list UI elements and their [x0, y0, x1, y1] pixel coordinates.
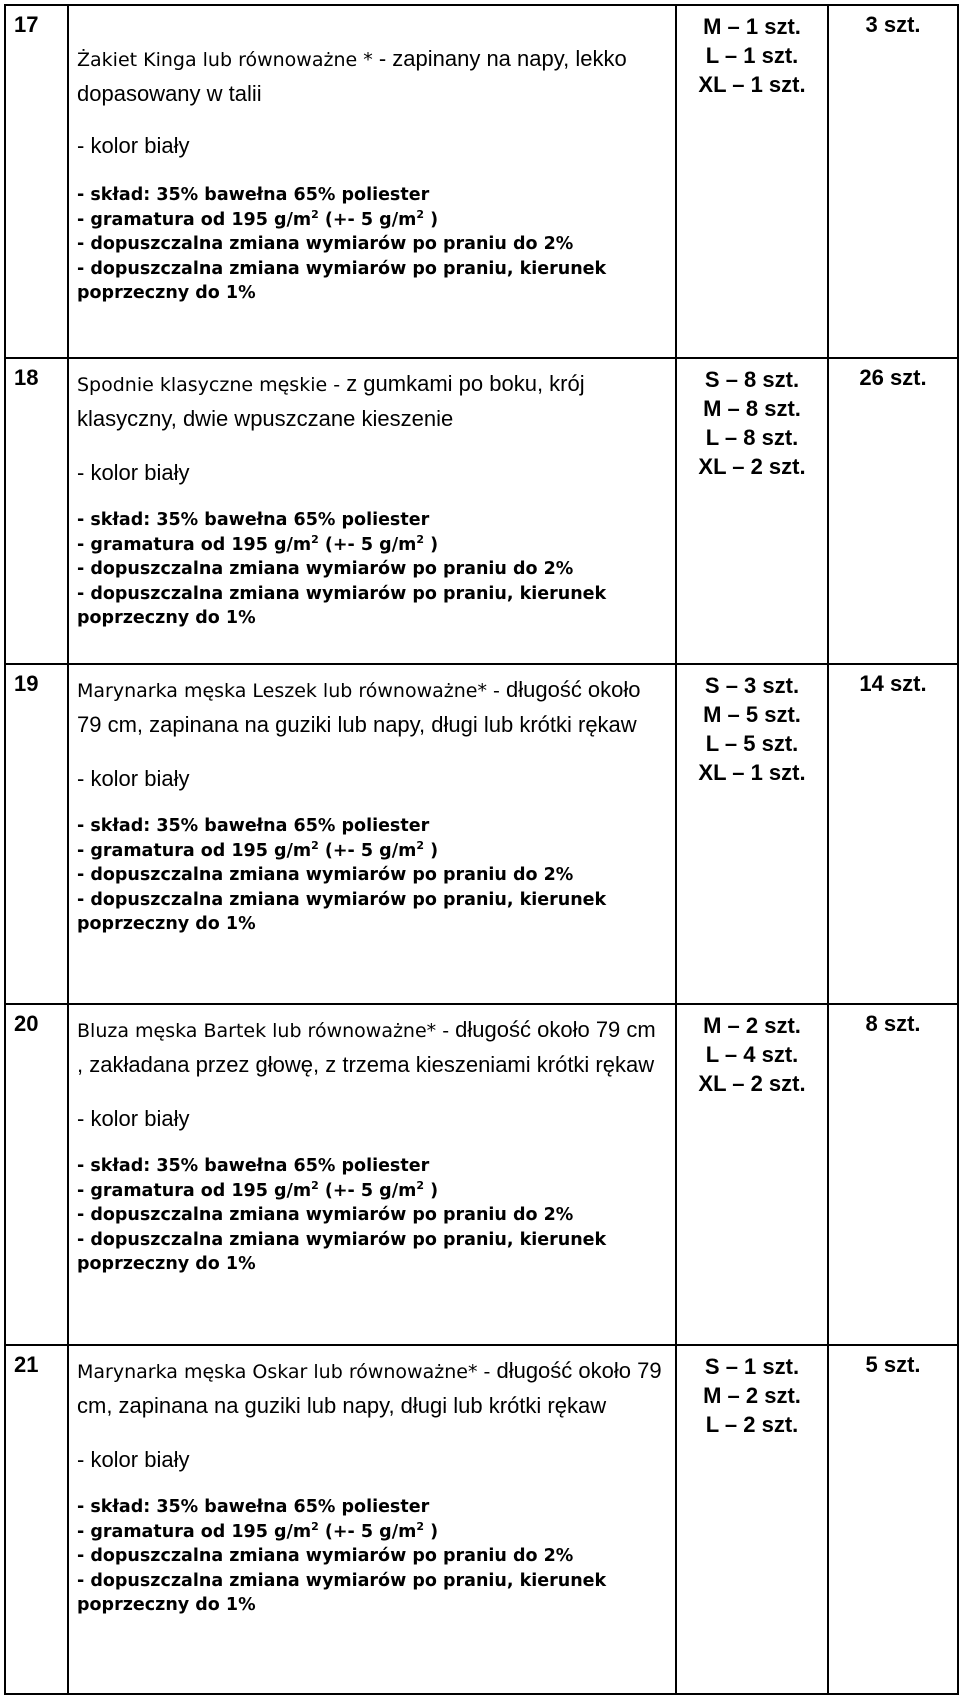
item-specs [77, 1154, 667, 1277]
spec-composition: - skład: 35% bawełna 65% poliester [77, 510, 430, 530]
spec-shrinkage: - dopuszczalna zmiana wymiarów po praniu do 2% [77, 234, 574, 254]
item-specs [77, 814, 667, 937]
spec-grammage: - gramatura od 195 $g/m^2$ (+- 5 $g/m^2$ ) [77, 1519, 439, 1542]
item-name: Żakiet Kinga lub równoważne * [77, 49, 373, 71]
item-color: - kolor biały [77, 133, 190, 158]
item-color: - kolor biały [77, 1447, 190, 1472]
item-details: długość około 79 cm, zapinana na guziki lub napy, długi lub krótki rękaw [77, 1358, 662, 1418]
size-breakdown [676, 5, 828, 358]
item-description [68, 664, 676, 1004]
size-entry: S – 8 szt. [704, 367, 800, 392]
row-number: 19 [5, 664, 68, 1004]
item-details: długość około 79 cm , zakładana przez głowę, z trzema kieszeniami krótki rękaw [77, 1017, 656, 1077]
spec-composition: - skład: 35% bawełna 65% poliester [77, 1156, 430, 1176]
item-color: - kolor biały [77, 1106, 190, 1131]
size-entry: M – 2 szt. [703, 1013, 801, 1038]
table-row [5, 664, 958, 1004]
spec-shrinkage-cross: - dopuszczalna zmiana wymiarów po praniu, kierunek poprzeczny do 1% [77, 258, 607, 303]
total-quantity: 26 szt. [828, 358, 958, 664]
size-entry: L – 8 szt. [705, 425, 799, 450]
item-details: długość około 79 cm, zapinana na guziki lub napy, długi lub krótki rękaw [77, 677, 641, 737]
item-name: Marynarka męska Oskar lub równoważne* - [77, 1361, 491, 1383]
item-title [77, 1013, 667, 1082]
table-row [5, 1004, 958, 1345]
spec-grammage: - gramatura od 195 $g/m^2$ (+- 5 $g/m^2$ ) [77, 532, 439, 555]
spec-grammage: - gramatura od 195 $g/m^2$ (+- 5 $g/m^2$ ) [77, 1178, 439, 1201]
table-row [5, 1345, 958, 1694]
total-quantity: 8 szt. [828, 1004, 958, 1345]
item-specs [77, 183, 667, 306]
size-entry: L – 2 szt. [705, 1412, 799, 1437]
item-title [77, 367, 667, 436]
spec-shrinkage-cross: - dopuszczalna zmiana wymiarów po praniu, kierunek poprzeczny do 1% [77, 889, 607, 934]
item-details: - zapinany na napy, lekko dopasowany w talii [77, 46, 627, 106]
spec-shrinkage: - dopuszczalna zmiana wymiarów po praniu do 2% [77, 559, 574, 579]
item-name: Marynarka męska Leszek lub równoważne* - [77, 680, 500, 702]
total-quantity: 5 szt. [828, 1345, 958, 1694]
item-description [68, 1345, 676, 1694]
size-entry: M – 5 szt. [703, 702, 801, 727]
product-spec-table [4, 4, 959, 1695]
row-number: 18 [5, 358, 68, 664]
item-details: z gumkami po boku, krój klasyczny, dwie wpuszczane kieszenie [77, 371, 585, 431]
table-row [5, 5, 958, 358]
spec-composition: - skład: 35% bawełna 65% poliester [77, 816, 430, 836]
item-name: Bluza męska Bartek lub równoważne* - [77, 1020, 450, 1042]
spec-shrinkage: - dopuszczalna zmiana wymiarów po praniu do 2% [77, 1205, 574, 1225]
size-entry: L – 4 szt. [705, 1042, 799, 1067]
item-name: Spodnie klasyczne męskie - [77, 374, 341, 396]
spec-shrinkage: - dopuszczalna zmiana wymiarów po praniu do 2% [77, 1546, 574, 1566]
spec-shrinkage: - dopuszczalna zmiana wymiarów po praniu do 2% [77, 865, 574, 885]
size-breakdown [676, 1004, 828, 1345]
item-color: - kolor biały [77, 766, 190, 791]
table-row [5, 358, 958, 664]
size-entry: XL – 1 szt. [698, 760, 806, 785]
size-entry: XL – 2 szt. [698, 454, 806, 479]
row-number: 21 [5, 1345, 68, 1694]
size-entry: XL – 2 szt. [698, 1071, 806, 1096]
item-description [68, 5, 676, 358]
item-description [68, 358, 676, 664]
total-quantity: 3 szt. [828, 5, 958, 358]
size-entry: S – 3 szt. [704, 673, 800, 698]
spec-shrinkage-cross: - dopuszczalna zmiana wymiarów po praniu, kierunek poprzeczny do 1% [77, 1570, 607, 1615]
item-title [77, 673, 667, 742]
spec-grammage: - gramatura od 195 $g/m^2$ (+- 5 $g/m^2$ ) [77, 838, 439, 861]
row-number: 17 [5, 5, 68, 358]
item-specs [77, 508, 667, 631]
spec-shrinkage-cross: - dopuszczalna zmiana wymiarów po praniu, kierunek poprzeczny do 1% [77, 1229, 607, 1274]
item-color: - kolor biały [77, 460, 190, 485]
size-entry: M – 8 szt. [703, 396, 801, 421]
spec-grammage: - gramatura od 195 $g/m^2$ (+- 5 $g/m^2$ ) [77, 207, 439, 230]
spec-shrinkage-cross: - dopuszczalna zmiana wymiarów po praniu, kierunek poprzeczny do 1% [77, 583, 607, 628]
spec-composition: - skład: 35% bawełna 65% poliester [77, 185, 430, 205]
item-title [77, 1354, 667, 1423]
spec-composition: - skład: 35% bawełna 65% poliester [77, 1497, 430, 1517]
total-quantity: 14 szt. [828, 664, 958, 1004]
size-entry: M – 1 szt. [703, 14, 801, 39]
size-breakdown [676, 1345, 828, 1694]
item-specs [77, 1495, 667, 1618]
size-entry: S – 1 szt. [704, 1354, 800, 1379]
size-entry: L – 5 szt. [705, 731, 799, 756]
size-entry: M – 2 szt. [703, 1383, 801, 1408]
row-number: 20 [5, 1004, 68, 1345]
size-entry: XL – 1 szt. [698, 72, 806, 97]
item-description [68, 1004, 676, 1345]
size-breakdown [676, 664, 828, 1004]
item-title [77, 42, 667, 111]
size-breakdown [676, 358, 828, 664]
size-entry: L – 1 szt. [705, 43, 799, 68]
